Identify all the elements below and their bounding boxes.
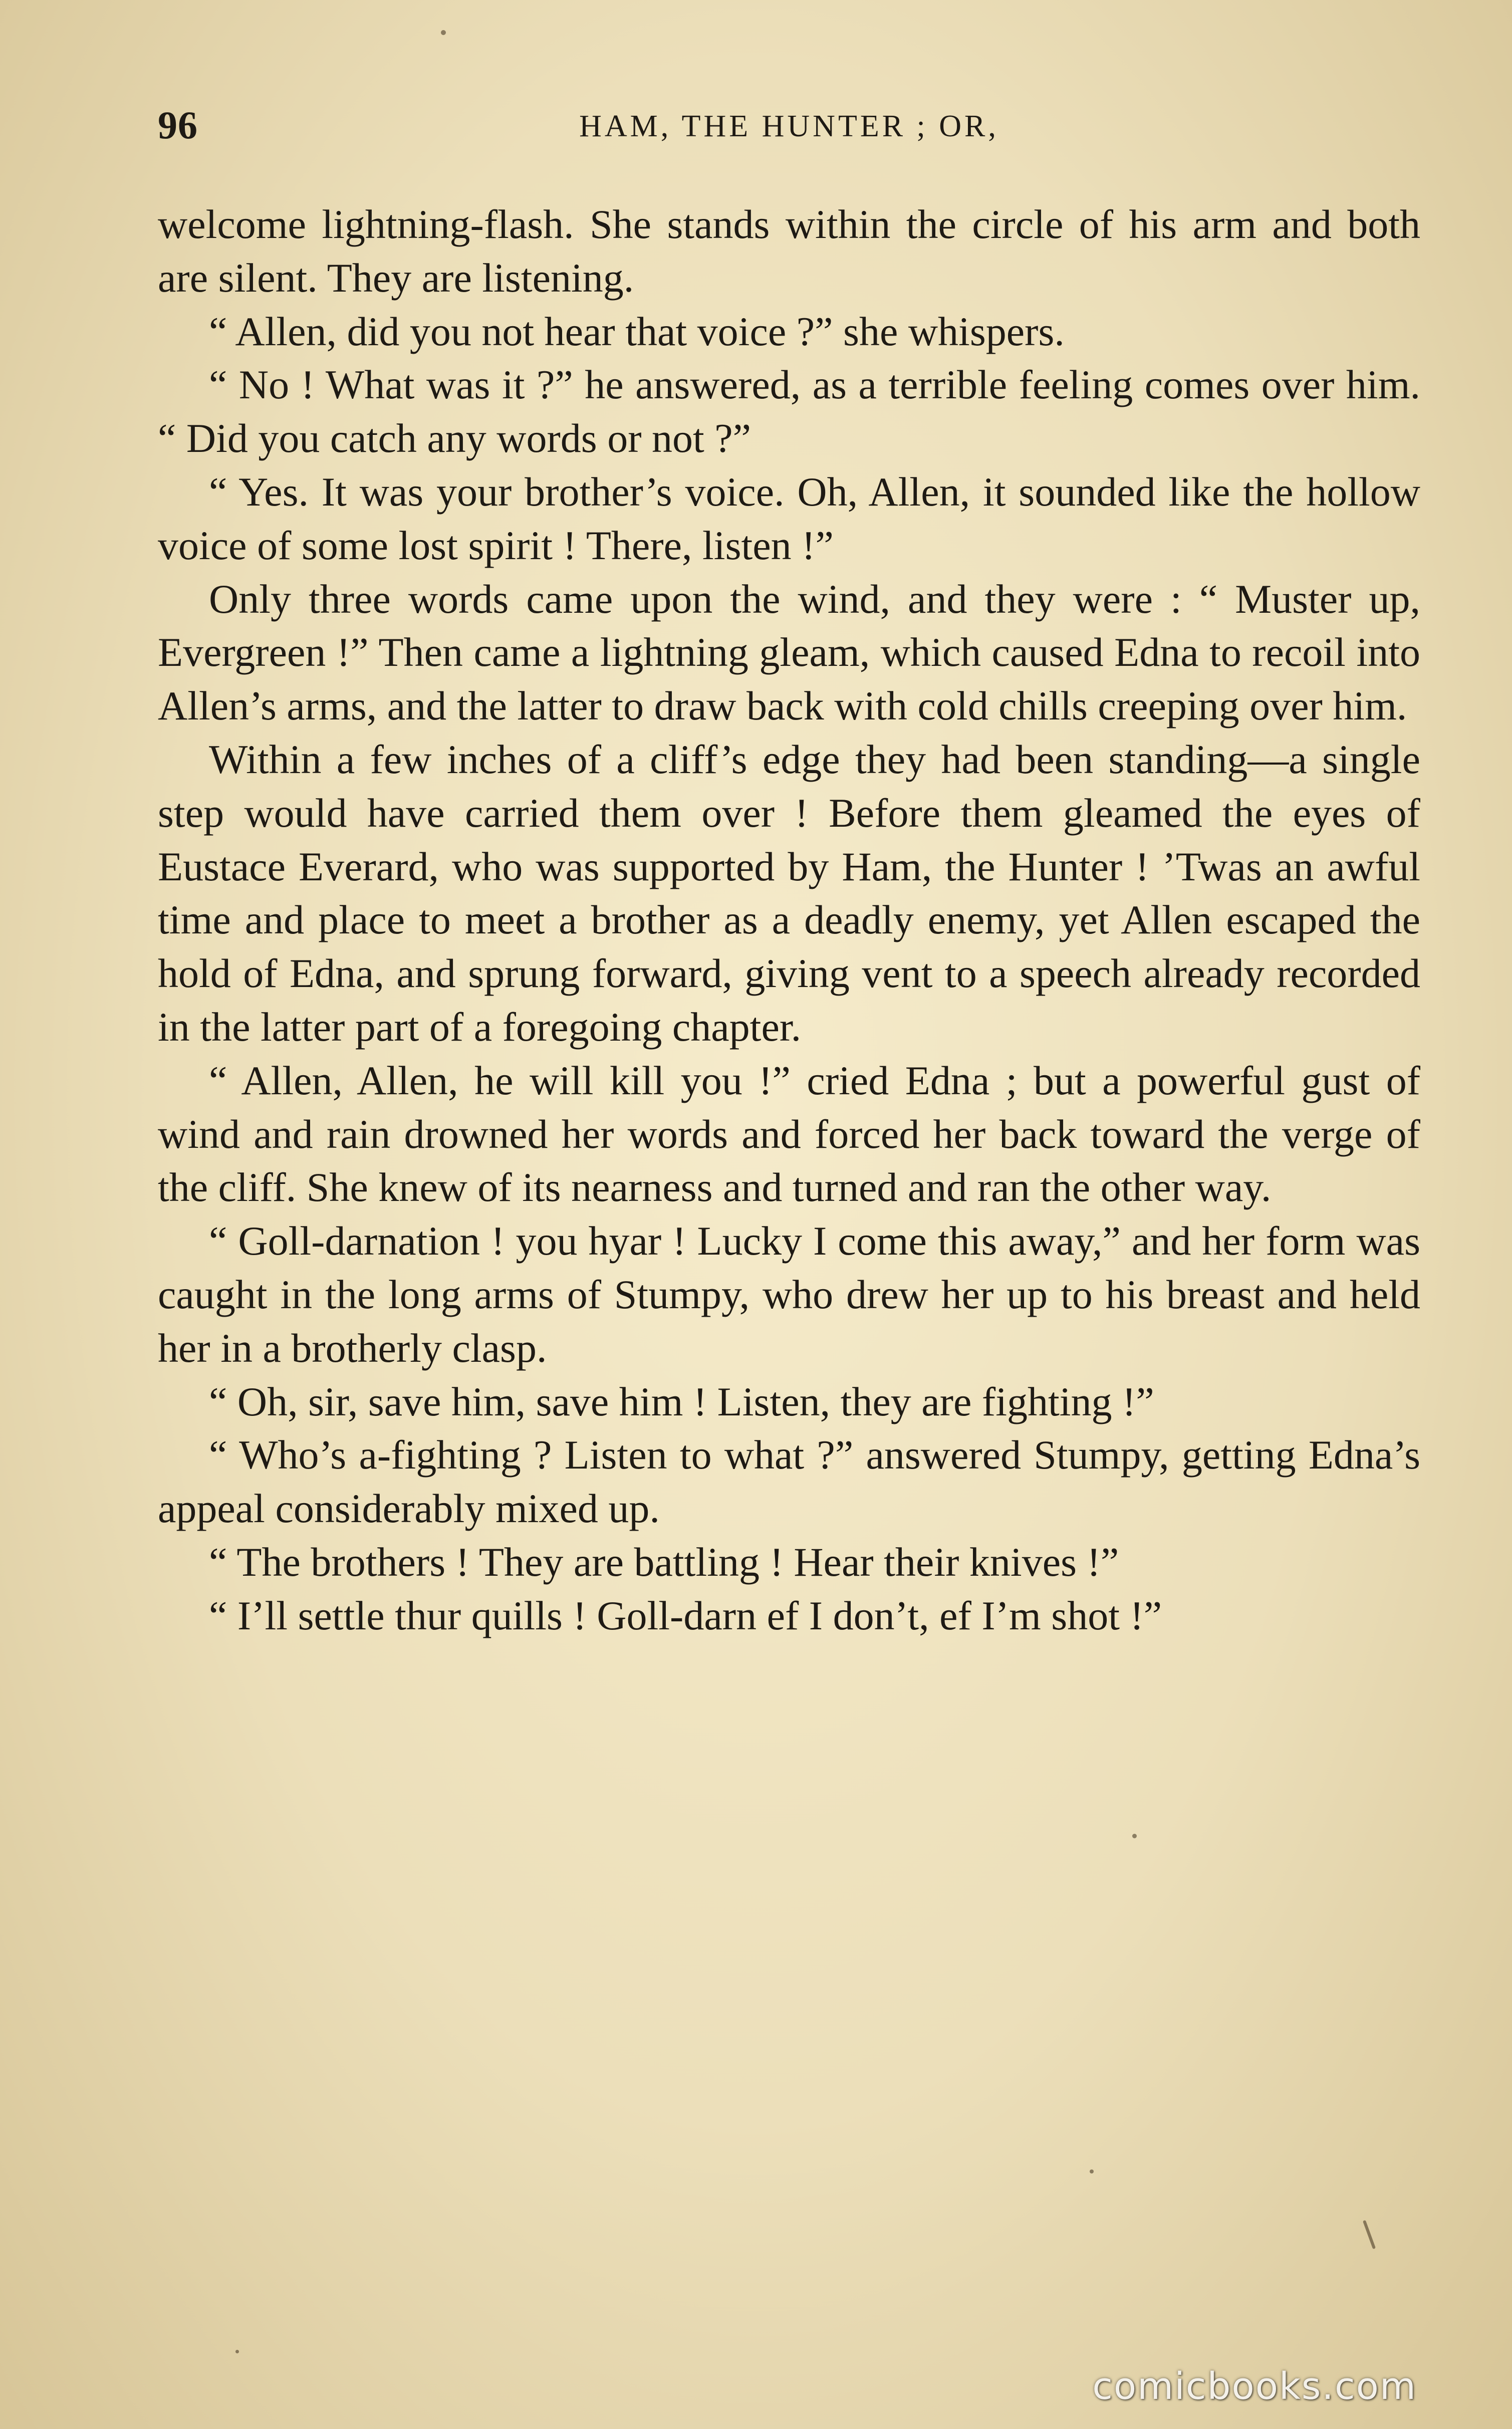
paragraph: Within a few inches of a cliff’s edge they had been standing—a single step would have carried them over ! Before them gleamed the eyes of Eustace Everard, who was supported by Ham, the Hunter ! ’Twas an awful time and place to meet a brother as a deadly enemy, yet Allen escaped the hold of Edna, and sprung forward, giving vent to a speech already recorded in the latter part of a foregoing chapter.: [158, 736, 1420, 1050]
paragraph: “ Who’s a-fighting ? Listen to what ?” answered Stumpy, getting Edna’s appeal considerably mixed up.: [158, 1432, 1420, 1532]
paragraph: “ The brothers ! They are battling ! Hear their knives !”: [209, 1539, 1119, 1585]
paragraph: welcome lightning-flash. She stands within the circle of his arm and both are silent. They are listening.: [158, 201, 1420, 301]
paragraph: “ Allen, Allen, he will kill you !” cried Edna ; but a powerful gust of wind and rain drowned her words and forced her back toward the verge of the cliff. She knew of its nearness and turned and ran the other way.: [158, 1057, 1420, 1210]
paragraph: “ Oh, sir, save him, save him ! Listen, they are fighting !”: [209, 1378, 1154, 1424]
running-head: HAM, THE HUNTER ; OR,: [579, 109, 999, 143]
page-number: 96: [158, 103, 198, 147]
paragraph: “ No ! What was it ?” he answered, as a terrible feeling comes over him. “ Did you catch any words or not ?”: [158, 362, 1420, 461]
page-header: [158, 103, 1420, 158]
paragraph: Only three words came upon the wind, and they were : “ Muster up, Evergreen !” Then came a lightning gleam, which caused Edna to recoil into Allen’s arms, and the latter to draw back with cold chills creeping over him.: [158, 576, 1420, 729]
paragraph: “ Allen, did you not hear that voice ?” she whispers.: [209, 308, 1065, 354]
site-watermark: comicbooks.com: [1092, 2365, 1417, 2408]
paragraph: “ I’ll settle thur quills ! Goll-darn ef I don’t, ef I’m shot !”: [209, 1592, 1162, 1638]
paragraph: “ Goll-darnation ! you hyar ! Lucky I come this away,” and her form was caught in the long arms of Stumpy, who drew her up to his breast and held her in a brotherly clasp.: [158, 1218, 1420, 1371]
paragraph: “ Yes. It was your brother’s voice. Oh, Allen, it sounded like the hollow voice of some lost spirit ! There, listen !”: [158, 468, 1420, 568]
body-text: [158, 198, 1420, 1643]
